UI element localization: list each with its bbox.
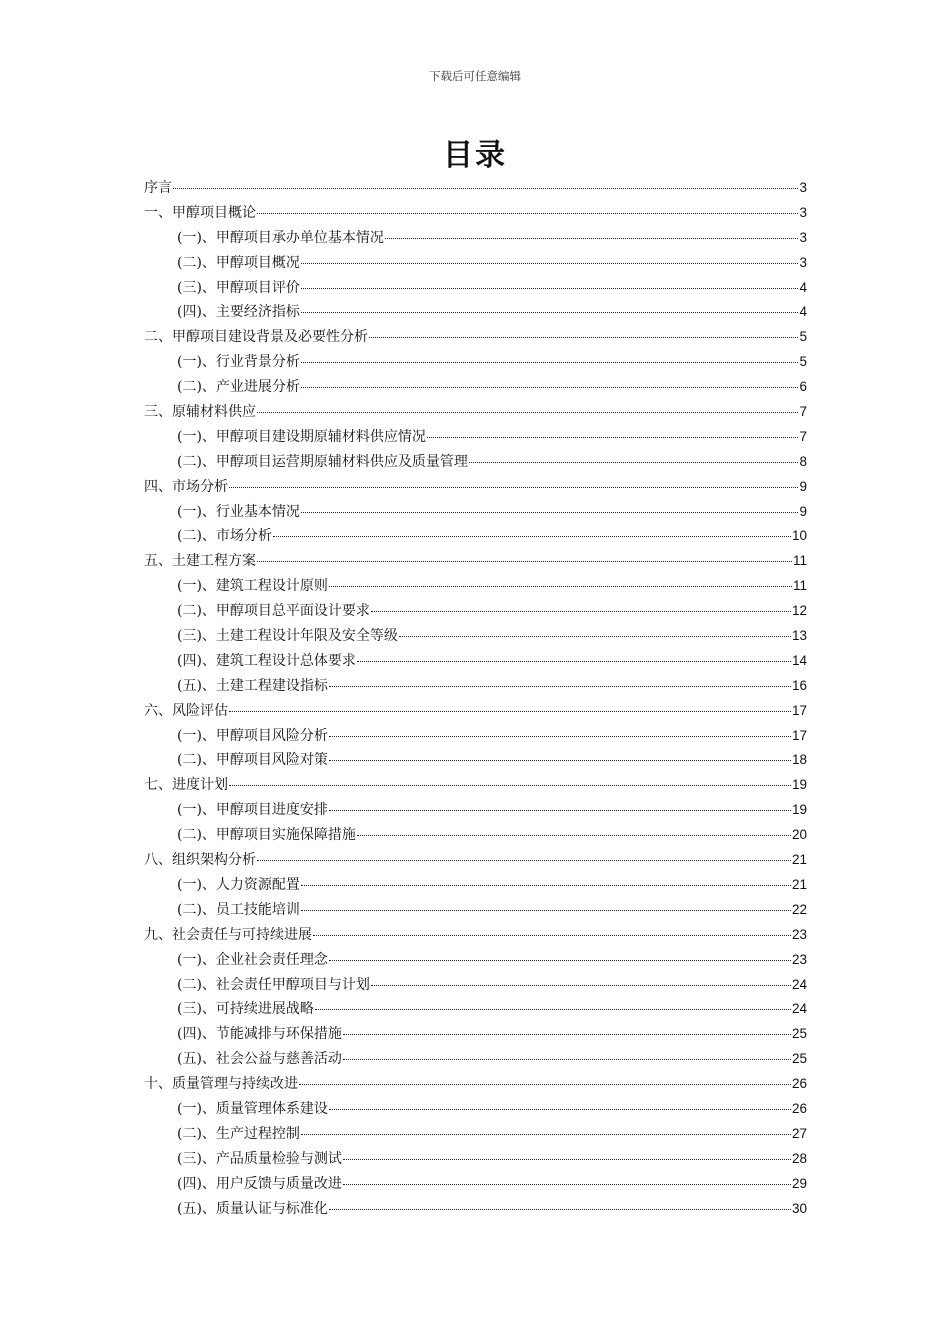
toc-subentry[interactable] — [144, 898, 807, 923]
dot-leader — [301, 288, 799, 289]
toc-entry-label: (四)、用户反馈与质量改进 — [177, 1175, 342, 1192]
toc-subentry[interactable] — [144, 276, 807, 301]
toc-entry-label: (一)、行业基本情况 — [177, 503, 300, 520]
toc-entry-label: 一、甲醇项目概论 — [144, 204, 256, 221]
toc-entry-label: (一)、甲醇项目进度安排 — [177, 802, 328, 819]
toc-entry[interactable] — [144, 201, 807, 226]
dot-leader — [329, 736, 791, 737]
toc-entry-label: (一)、甲醇项目建设期原辅材料供应情况 — [177, 428, 426, 445]
dot-leader — [301, 362, 799, 363]
toc-subentry[interactable] — [144, 948, 807, 973]
toc-subentry[interactable] — [144, 1147, 807, 1172]
toc-entry[interactable] — [144, 773, 807, 798]
toc-entry[interactable] — [144, 176, 807, 201]
toc-entry-label: 序言 — [144, 180, 172, 196]
toc-subentry[interactable] — [144, 1122, 807, 1147]
toc-page-number: 25 — [791, 1051, 807, 1067]
toc-entry-label: (三)、土建工程设计年限及安全等级 — [177, 628, 398, 645]
toc-page-number: 9 — [799, 503, 807, 519]
toc-subentry[interactable] — [144, 524, 807, 549]
dot-leader — [229, 711, 791, 712]
toc-page-number: 14 — [791, 652, 807, 668]
toc-entry[interactable] — [144, 549, 807, 574]
dot-leader — [357, 661, 791, 662]
toc-page-number: 26 — [791, 1076, 807, 1092]
toc-page-number: 17 — [791, 727, 807, 743]
toc-entry-label: 十、质量管理与持续改进 — [144, 1076, 298, 1093]
toc-entry-label: (二)、甲醇项目总平面设计要求 — [177, 603, 370, 620]
toc-page-number: 9 — [799, 478, 807, 494]
toc-page-number: 6 — [799, 379, 807, 395]
toc-subentry[interactable] — [144, 1097, 807, 1122]
dot-leader — [301, 312, 799, 313]
toc-entry-label: (二)、生产过程控制 — [177, 1125, 300, 1142]
dot-leader — [343, 1059, 791, 1060]
toc-entry[interactable] — [144, 1072, 807, 1097]
toc-page-number: 30 — [791, 1200, 807, 1216]
toc-entry-label: 四、市场分析 — [144, 478, 228, 495]
toc-entry-label: (二)、甲醇项目运营期原辅材料供应及质量管理 — [177, 453, 468, 470]
dot-leader — [329, 960, 791, 961]
dot-leader — [229, 785, 791, 786]
toc-page-number: 25 — [791, 1026, 807, 1042]
toc-entry-label: (一)、行业背景分析 — [177, 354, 300, 371]
toc-page-number: 3 — [799, 204, 807, 220]
toc-subentry[interactable] — [144, 997, 807, 1022]
toc-subentry[interactable] — [144, 599, 807, 624]
dot-leader — [301, 1134, 791, 1135]
toc-page-number: 5 — [799, 354, 807, 370]
toc-entry-label: (二)、员工技能培训 — [177, 901, 300, 918]
dot-leader — [469, 462, 799, 463]
toc-entry-label: (一)、甲醇项目承办单位基本情况 — [177, 229, 384, 246]
toc-page-number: 24 — [791, 976, 807, 992]
toc-subentry[interactable] — [144, 450, 807, 475]
toc-entry-label: (四)、节能减排与环保措施 — [177, 1026, 342, 1043]
toc-subentry[interactable] — [144, 724, 807, 749]
toc-subentry[interactable] — [144, 798, 807, 823]
toc-entry-label: (五)、质量认证与标准化 — [177, 1200, 328, 1217]
toc-entry-label: 六、风险评估 — [144, 702, 228, 719]
toc-subentry[interactable] — [144, 300, 807, 325]
dot-leader — [427, 437, 799, 438]
toc-subentry[interactable] — [144, 500, 807, 525]
toc-entry-label: (二)、甲醇项目概况 — [177, 254, 300, 271]
dot-leader — [399, 636, 791, 637]
header-note: 下载后可任意编辑 — [429, 69, 521, 83]
toc-entry[interactable] — [144, 923, 807, 948]
dot-leader — [343, 1159, 791, 1160]
toc-page-number: 8 — [799, 453, 807, 469]
toc-page-number: 21 — [791, 876, 807, 892]
toc-title: 目录 — [443, 138, 507, 173]
dot-leader — [329, 686, 791, 687]
toc-entry-label: (五)、社会公益与慈善活动 — [177, 1051, 342, 1068]
toc-entry[interactable] — [144, 848, 807, 873]
dot-leader — [301, 885, 791, 886]
toc-entry-label: 二、甲醇项目建设背景及必要性分析 — [144, 329, 368, 346]
toc-page-number: 26 — [791, 1100, 807, 1116]
toc-page-number: 3 — [799, 180, 807, 195]
toc-subentry[interactable] — [144, 350, 807, 375]
dot-leader — [343, 1034, 791, 1035]
dot-leader — [315, 1009, 791, 1010]
dot-leader — [301, 387, 799, 388]
toc-page-number: 23 — [791, 951, 807, 967]
dot-leader — [329, 1209, 791, 1210]
toc-page-number: 21 — [791, 852, 807, 868]
toc-entry-label: (二)、市场分析 — [177, 528, 272, 545]
toc-subentry[interactable] — [144, 1172, 807, 1197]
toc-subentry[interactable] — [144, 226, 807, 251]
dot-leader — [329, 810, 791, 811]
toc-page-number: 27 — [791, 1125, 807, 1141]
dot-leader — [301, 910, 791, 911]
table-of-contents — [144, 176, 807, 1221]
toc-entry-label: (一)、企业社会责任理念 — [177, 951, 328, 968]
toc-entry-label: (一)、建筑工程设计原则 — [177, 578, 328, 595]
dot-leader — [257, 561, 792, 562]
toc-page-number: 4 — [799, 304, 807, 320]
dot-leader — [371, 985, 791, 986]
toc-entry-label: (二)、甲醇项目风险对策 — [177, 752, 328, 769]
dot-leader — [369, 337, 798, 338]
dot-leader — [329, 1109, 791, 1110]
toc-entry[interactable] — [144, 400, 807, 425]
toc-subentry[interactable] — [144, 1022, 807, 1047]
dot-leader — [229, 487, 798, 488]
toc-subentry[interactable] — [144, 425, 807, 450]
toc-subentry[interactable] — [144, 873, 807, 898]
toc-subentry[interactable] — [144, 674, 807, 699]
dot-leader — [313, 935, 791, 936]
toc-entry[interactable] — [144, 325, 807, 350]
toc-page-number: 16 — [791, 677, 807, 693]
toc-entry-label: 三、原辅材料供应 — [144, 404, 256, 421]
dot-leader — [257, 213, 798, 214]
toc-entry-label: (二)、社会责任甲醇项目与计划 — [177, 976, 370, 993]
toc-subentry[interactable] — [144, 823, 807, 848]
toc-page-number: 4 — [799, 279, 807, 295]
toc-subentry[interactable] — [144, 574, 807, 599]
dot-leader — [257, 412, 798, 413]
dot-leader — [299, 1084, 791, 1085]
toc-entry-label: (一)、质量管理体系建设 — [177, 1100, 328, 1117]
toc-page-number: 7 — [799, 404, 807, 420]
toc-subentry[interactable] — [144, 748, 807, 773]
toc-page-number: 7 — [799, 428, 807, 444]
toc-entry-label: (三)、甲醇项目评价 — [177, 279, 300, 296]
toc-entry-label: 七、进度计划 — [144, 777, 228, 794]
toc-page-number: 28 — [791, 1150, 807, 1166]
toc-page-number: 19 — [791, 802, 807, 818]
dot-leader — [301, 263, 799, 264]
dot-leader — [329, 760, 791, 761]
dot-leader — [385, 238, 799, 239]
toc-entry-label: (一)、甲醇项目风险分析 — [177, 727, 328, 744]
toc-page-number: 20 — [791, 827, 807, 843]
toc-entry-label: (一)、人力资源配置 — [177, 876, 300, 893]
toc-subentry[interactable] — [144, 624, 807, 649]
toc-page-number: 24 — [791, 1001, 807, 1017]
toc-subentry[interactable] — [144, 649, 807, 674]
toc-page-number: 12 — [791, 603, 807, 619]
dot-leader — [301, 512, 799, 513]
toc-page-number: 11 — [792, 578, 807, 594]
dot-leader — [343, 1184, 791, 1185]
toc-entry[interactable] — [144, 699, 807, 724]
toc-page-number: 3 — [799, 229, 807, 245]
toc-entry-label: 八、组织架构分析 — [144, 852, 256, 869]
toc-entry-label: 五、土建工程方案 — [144, 553, 256, 570]
dot-leader — [273, 536, 791, 537]
toc-page-number: 10 — [791, 528, 807, 544]
dot-leader — [257, 860, 791, 861]
toc-entry-label: (四)、建筑工程设计总体要求 — [177, 652, 356, 669]
toc-entry-label: 九、社会责任与可持续进展 — [144, 926, 312, 943]
dot-leader — [357, 835, 791, 836]
toc-subentry[interactable] — [144, 1197, 807, 1222]
toc-subentry[interactable] — [144, 251, 807, 276]
toc-entry-label: (三)、产品质量检验与测试 — [177, 1150, 342, 1167]
toc-entry-label: (三)、可持续进展战略 — [177, 1001, 314, 1018]
toc-page-number: 5 — [799, 329, 807, 345]
toc-entry-label: (五)、土建工程建设指标 — [177, 677, 328, 694]
toc-subentry[interactable] — [144, 375, 807, 400]
toc-page-number: 23 — [791, 926, 807, 942]
toc-page-number: 18 — [791, 752, 807, 768]
toc-page-number: 17 — [791, 702, 807, 718]
toc-page-number: 29 — [791, 1175, 807, 1191]
toc-entry-label: (四)、主要经济指标 — [177, 304, 300, 321]
toc-page-number: 13 — [791, 628, 807, 644]
toc-subentry[interactable] — [144, 973, 807, 998]
toc-entry-label: (二)、产业进展分析 — [177, 379, 300, 396]
toc-page-number: 3 — [799, 254, 807, 270]
toc-subentry[interactable] — [144, 1047, 807, 1072]
toc-entry[interactable] — [144, 475, 807, 500]
toc-entry-label: (二)、甲醇项目实施保障措施 — [177, 827, 356, 844]
dot-leader — [371, 611, 791, 612]
toc-page-number: 19 — [791, 777, 807, 793]
toc-page-number: 11 — [792, 553, 807, 569]
dot-leader — [329, 586, 792, 587]
toc-page-number: 22 — [791, 901, 807, 917]
dot-leader — [173, 188, 798, 189]
